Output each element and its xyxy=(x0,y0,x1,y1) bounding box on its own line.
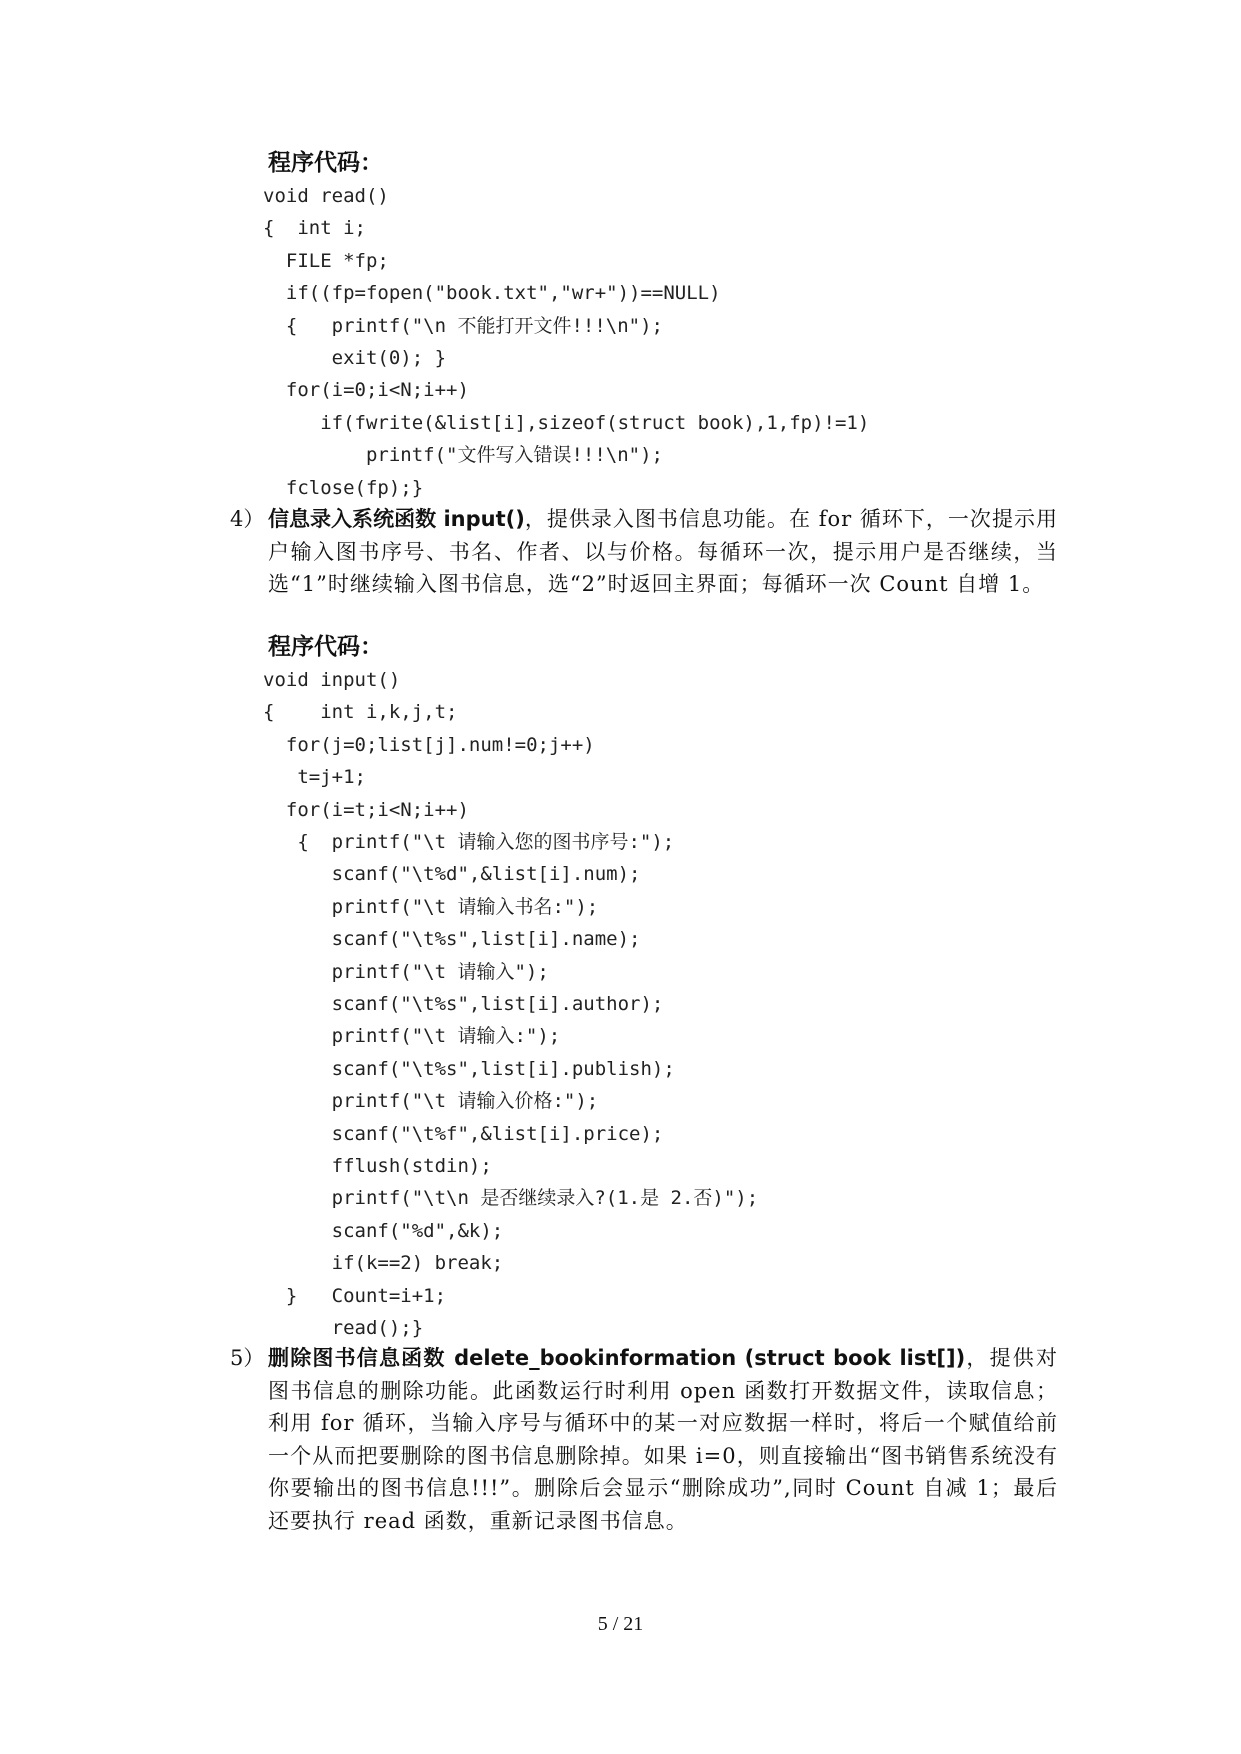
code-line: printf("\t 请输入价格:"); xyxy=(263,1090,599,1113)
code-line: printf("\t 请输入书名:"); xyxy=(263,895,599,918)
code-line: if((fp=fopen("book.txt","wr+"))==NULL) xyxy=(263,282,721,305)
code-line: read();} xyxy=(263,1317,424,1339)
item-title: 信息录入系统函数 input() xyxy=(268,507,525,531)
code-line: fclose(fp);} xyxy=(263,476,424,499)
code-heading-input: 程序代码： xyxy=(268,634,383,660)
code-line: scanf("\t%s",list[i].name); xyxy=(263,928,641,951)
code-line: scanf("\t%s",list[i].author); xyxy=(263,993,664,1015)
code-line: t=j+1; xyxy=(263,766,366,789)
code-line: void input() xyxy=(263,669,401,691)
item-description: ，提供对图书信息的删除功能。此函数运行时利用 open 函数打开数据文件，读取信息；利用 for 循环，当输入序号与循环中的某一对应数据一样时，将后一个赋值给前一个从而把要删除的图书信息删除掉。如果 i=0，则直接输出“图书销售系统没有你要输出的图书信息!!!”。删除后会显示“删除成功”,同时 Count 自减 1；最后还要执行 read 函数，重新记录图书信息。 xyxy=(268,1346,1059,1533)
item-number: 5） xyxy=(230,1346,265,1370)
item-paragraph xyxy=(268,1342,1058,1537)
code-line: scanf("\t%s",list[i].publish); xyxy=(263,1057,675,1080)
code-line: { printf("\n 不能打开文件!!!\n"); xyxy=(263,314,663,337)
code-line: { int i,k,j,t; xyxy=(263,701,458,724)
code-line: FILE *fp; xyxy=(263,249,389,272)
code-line: if(fwrite(&list[i],sizeof(struct book),1,fp)!=1) xyxy=(263,411,870,434)
code-line: scanf("\t%d",&list[i].num); xyxy=(263,863,641,886)
code-line: for(j=0;list[j].num!=0;j++) xyxy=(263,733,595,756)
item-number: 4） xyxy=(230,507,265,531)
code-line: printf("文件写入错误!!!\n"); xyxy=(263,444,663,467)
code-heading-read: 程序代码： xyxy=(268,150,383,176)
list-item-4 xyxy=(230,503,1060,633)
list-item-5 xyxy=(230,1342,1060,1542)
item-title: 删除图书信息函数 delete_bookinformation (struct book list[]) xyxy=(268,1346,966,1370)
code-line: for(i=t;i<N;i++) xyxy=(263,798,469,821)
code-line: void read() xyxy=(263,185,389,207)
code-line: exit(0); } xyxy=(263,347,447,369)
code-line: printf("\t 请输入:"); xyxy=(263,1025,561,1048)
code-line: printf("\t 请输入"); xyxy=(263,960,549,983)
item-description: ，提供录入图书信息功能。在 for 循环下，一次提示用户输入图书序号、书名、作者、以与价格。每循环一次，提示用户是否继续，当选“1”时继续输入图书信息，选“2”时返回主界面；每循环一次 Count 自增 1。 xyxy=(268,507,1058,596)
code-line: scanf("\t%f",&list[i].price); xyxy=(263,1122,664,1145)
code-line: if(k==2) break; xyxy=(263,1252,504,1275)
code-line: scanf("%d",&k); xyxy=(263,1219,504,1242)
code-line: printf("\t\n 是否继续录入?(1.是 2.否)"); xyxy=(263,1187,759,1210)
code-line: { int i; xyxy=(263,217,366,240)
code-line: for(i=0;i<N;i++) xyxy=(263,379,469,402)
page-number: 5 / 21 xyxy=(597,1613,644,1635)
code-line: { printf("\t 请输入您的图书序号:"); xyxy=(263,831,675,853)
item-paragraph xyxy=(268,503,1058,601)
code-line: fflush(stdin); xyxy=(263,1155,492,1177)
code-line: } Count=i+1; xyxy=(263,1284,447,1307)
